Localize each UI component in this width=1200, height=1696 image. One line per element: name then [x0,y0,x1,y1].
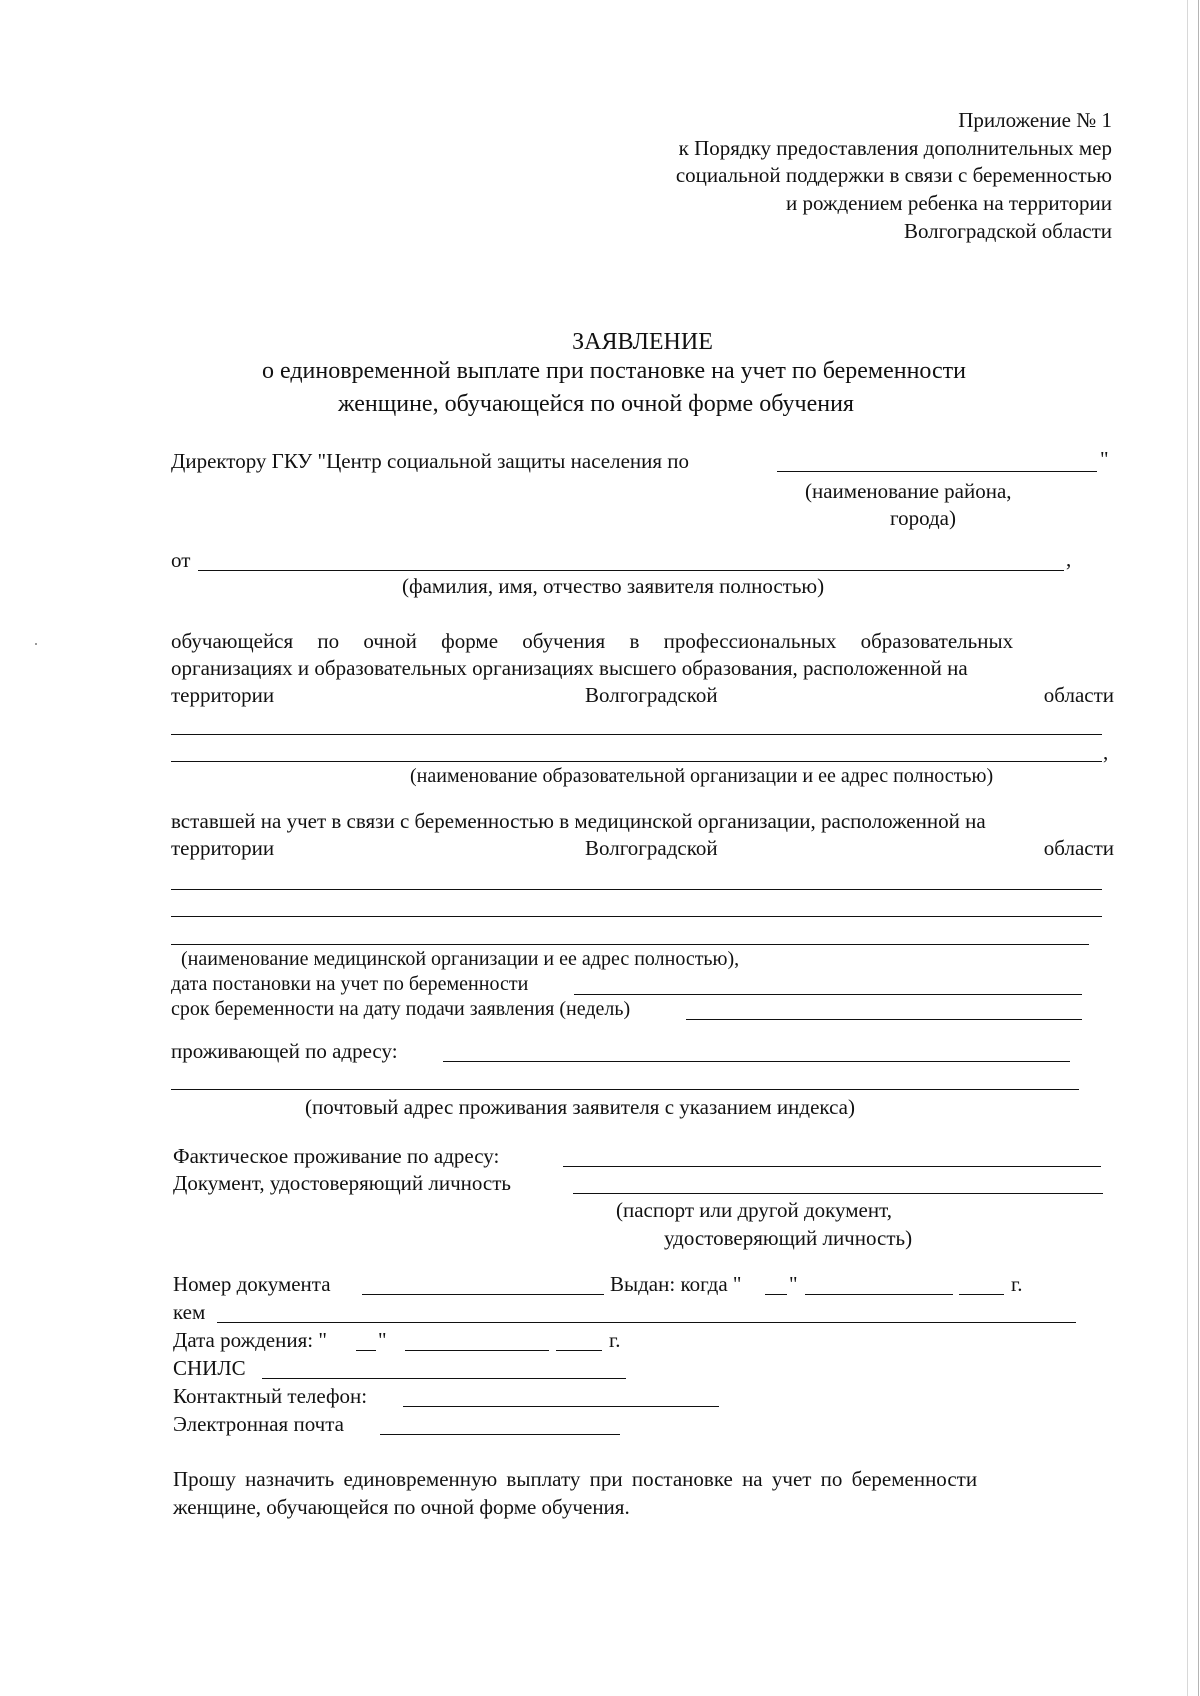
residence-hint: (почтовый адрес проживания заявителя с указанием индекса) [305,1095,855,1119]
residence-label: проживающей по адресу: [171,1039,398,1063]
addressee-label: Директору ГКУ "Центр социальной защиты населения по [171,449,690,473]
study-word-territory: территории [171,683,275,707]
study-line-1 [171,627,1113,655]
scan-speck [35,643,37,645]
medical-org-field-2[interactable] [171,916,1102,917]
email-field[interactable] [380,1434,620,1435]
issued-day-field[interactable] [765,1294,787,1295]
issued-month-field[interactable] [805,1294,953,1295]
registration-date-field[interactable] [574,994,1082,995]
birth-date-label: Дата рождения: " [173,1328,327,1352]
document-title: ЗАЯВЛЕНИЕ [572,329,713,355]
study-line-1-text: обучающейся по очной форме обучения в профессиональных образовательных [171,629,1014,653]
document-number-field[interactable] [362,1294,604,1295]
document-subtitle-2: женщине, обучающейся по очной форме обучения [338,391,854,417]
medical-org-field-1[interactable] [171,889,1102,890]
document-number-label: Номер документа [173,1272,331,1296]
pregnancy-term-label: срок беременности на дату подачи заявления (недель) [171,998,631,1020]
medical-word-territory: территории [171,836,275,860]
snils-field[interactable] [262,1378,626,1379]
district-hint-1: (наименование района, [805,479,1012,503]
residence-field-2[interactable] [171,1089,1079,1090]
snils-label: СНИЛС [173,1356,246,1380]
appendix-line-5: Волгоградской области [903,219,1112,243]
request-line-1: Прошу назначить единовременную выплату при постановке на учет по беременности [173,1467,978,1491]
issued-date-quote: " [789,1272,798,1296]
addressee-quote: " [1100,447,1109,471]
id-document-hint-2: удостоверяющий личность) [664,1226,913,1250]
education-org-field-1[interactable] [171,734,1102,735]
document-subtitle-1: о единовременной выплате при постановке на учет по беременности [262,358,967,384]
birth-date-quote: " [378,1328,387,1352]
birth-day-field[interactable] [356,1350,376,1351]
applicant-name-hint: (фамилия, имя, отчество заявителя полностью) [402,574,825,598]
page-edge-inner [1187,0,1188,1696]
request-line-2: женщине, обучающейся по очной форме обучения. [173,1495,630,1519]
actual-residence-field[interactable] [563,1166,1101,1167]
study-line-2: организациях и образовательных организациях высшего образования, расположенной на [171,656,968,680]
medical-line-1: вставшей на учет в связи с беременностью в медицинской организации, расположенной на [171,809,986,833]
medical-word-region: области [1043,836,1114,860]
appendix-line-2: к Порядку предоставления дополнительных мер [678,136,1112,160]
from-comma: , [1066,547,1072,571]
district-hint-2: города) [890,506,956,530]
issued-date-label: Выдан: когда " [610,1272,742,1296]
issued-by-label: кем [173,1300,206,1324]
from-label: от [171,548,191,572]
study-word-volgograd: Волгоградской [585,683,718,707]
birth-year-field[interactable] [556,1350,602,1351]
medical-org-hint: (наименование медицинской организации и ее адрес полностью), [181,948,740,970]
phone-label: Контактный телефон: [173,1384,368,1408]
applicant-name-field[interactable] [198,570,1064,571]
id-document-field[interactable] [573,1193,1103,1194]
issued-year-suffix: г. [1011,1272,1023,1296]
appendix-line-4: и рождением ребенка на территории [786,191,1112,215]
residence-field-1[interactable] [443,1061,1070,1062]
birth-month-field[interactable] [405,1350,549,1351]
issued-by-field[interactable] [217,1322,1076,1323]
appendix-line-3: социальной поддержки в связи с беременностью [675,163,1112,187]
pregnancy-term-field[interactable] [686,1019,1082,1020]
registration-date-label: дата постановки на учет по беременности [171,973,529,995]
id-document-hint-1: (паспорт или другой документ, [616,1198,892,1222]
page-edge-right [1198,0,1199,1696]
medical-word-volgograd: Волгоградской [585,836,718,860]
study-comma: , [1103,740,1109,764]
email-label: Электронная почта [173,1412,344,1436]
actual-residence-label: Фактическое проживание по адресу: [173,1144,500,1168]
id-document-label: Документ, удостоверяющий личность [173,1171,511,1195]
appendix-line-1: Приложение № 1 [958,108,1112,132]
issued-year-field[interactable] [959,1294,1004,1295]
study-word-region: области [1043,683,1114,707]
phone-field[interactable] [403,1406,719,1407]
education-org-hint: (наименование образовательной организации и ее адрес полностью) [410,765,994,787]
district-field[interactable] [777,471,1097,472]
birth-year-suffix: г. [609,1328,621,1352]
